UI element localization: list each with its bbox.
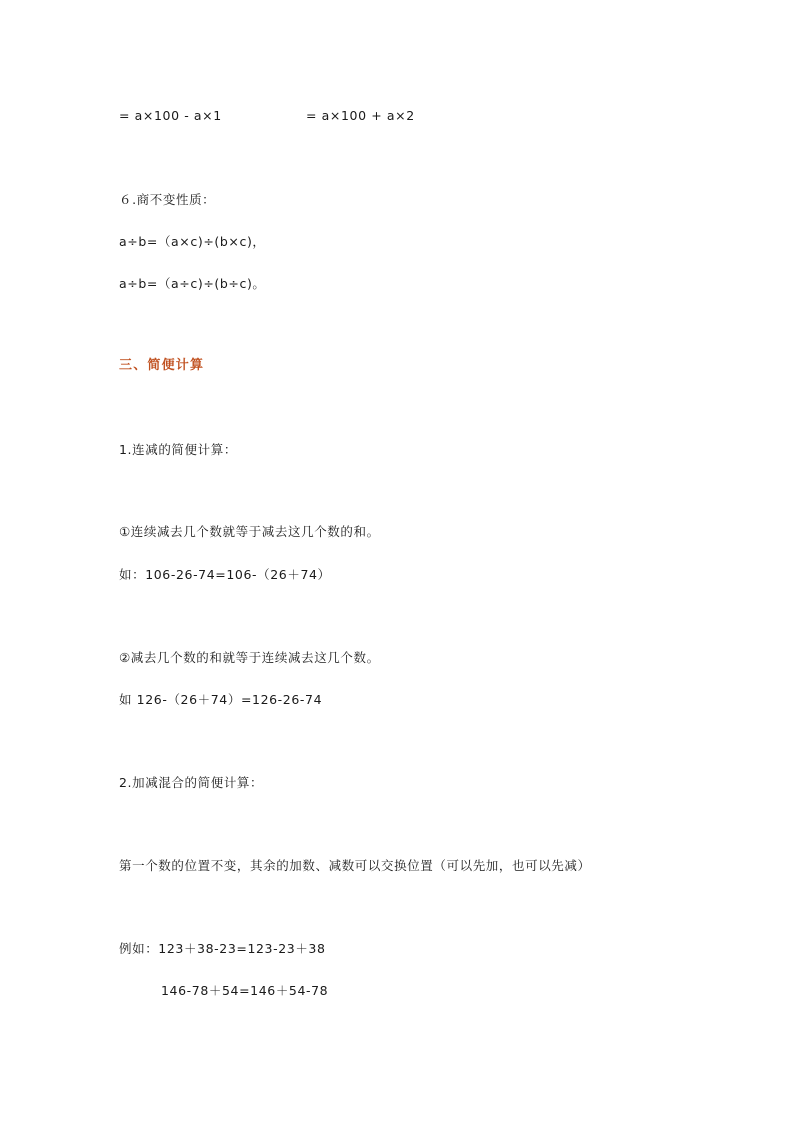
subsection-title: 1.连减的简便计算： xyxy=(119,442,237,457)
formula-line-left: = a×100 - a×1 xyxy=(119,108,222,123)
example-text: 例如：123＋38-23=123-23＋38 xyxy=(119,941,326,956)
rule-text: ①连续减去几个数就等于减去这几个数的和。 xyxy=(119,524,380,539)
example-text: 146-78＋54=146＋54-78 xyxy=(161,983,329,998)
formula-line: a÷b=（a×c)÷(b×c)， xyxy=(119,234,266,249)
rule-text: ②减去几个数的和就等于连续减去这几个数。 xyxy=(119,650,380,665)
subsection-title: 2.加减混合的简便计算： xyxy=(119,775,264,790)
rule-text: 第一个数的位置不变，其余的加数、减数可以交换位置（可以先加，也可以先减） xyxy=(119,858,591,873)
example-text: 如 126-（26＋74）=126-26-74 xyxy=(119,692,323,707)
section-item-title: ６.商不变性质： xyxy=(119,192,216,207)
section-heading: 三、简便计算 xyxy=(119,358,205,373)
formula-line-right: = a×100 + a×2 xyxy=(306,108,415,123)
example-text: 如：106-26-74=106-（26＋74） xyxy=(119,567,331,582)
formula-line: a÷b=（a÷c)÷(b÷c)。 xyxy=(119,276,266,291)
